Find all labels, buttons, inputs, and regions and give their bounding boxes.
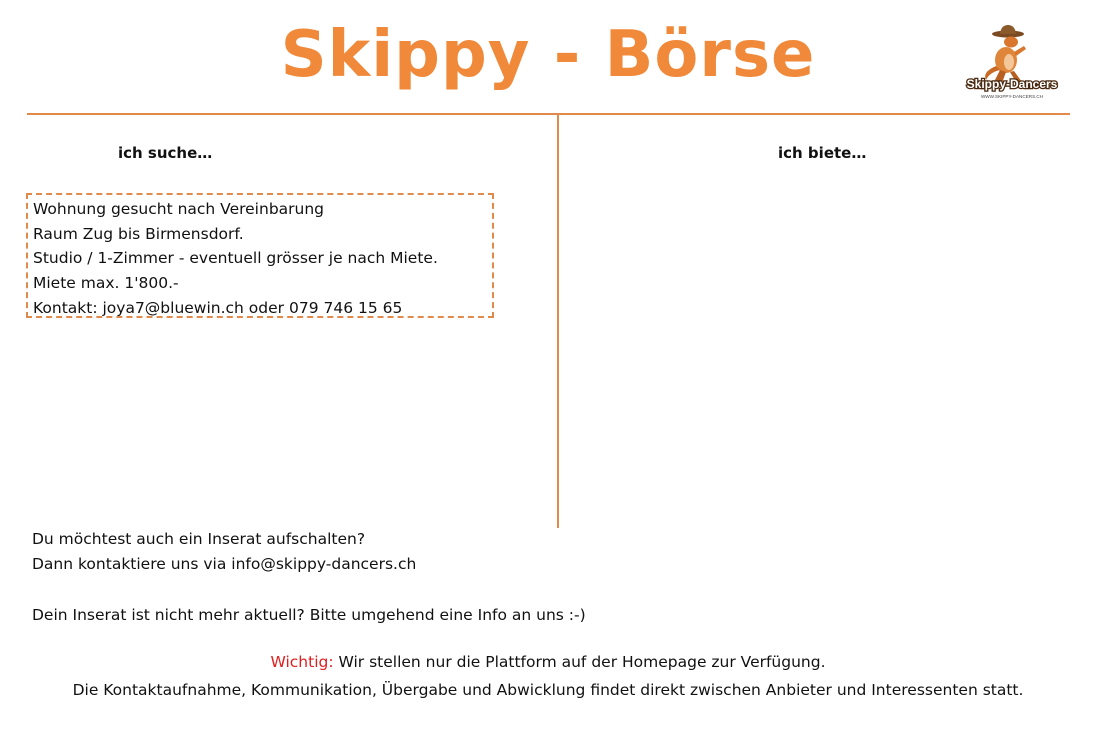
- header-divider: [27, 113, 1070, 115]
- column-divider: [557, 115, 559, 528]
- listing-line: Wohnung gesucht nach Vereinbarung: [33, 200, 325, 218]
- footer-contact: Dann kontaktiere uns via info@skippy-dancers.ch: [32, 555, 417, 573]
- kangaroo-arm: [1014, 46, 1026, 56]
- logo-wordmark: Skippy-Dancers: [966, 77, 1058, 91]
- important-label: Wichtig:: [270, 653, 334, 671]
- important-notice: [0, 653, 1096, 671]
- listing-search-apartment: [26, 193, 494, 318]
- kangaroo-belly: [1004, 54, 1014, 70]
- kangaroo-head: [1004, 37, 1018, 48]
- listing-line: Studio / 1-Zimmer - eventuell grösser je nach Miete.: [33, 249, 438, 268]
- page-title: Skippy - Börse: [280, 18, 816, 92]
- footer-question: Du möchtest auch ein Inserat aufschalten?: [32, 530, 366, 548]
- listing-line: Raum Zug bis Birmensdorf.: [33, 224, 244, 243]
- skippy-dancers-logo: [962, 22, 1062, 104]
- offer-column-heading: ich biete…: [778, 144, 867, 162]
- important-text: Wir stellen nur die Plattform auf der Homepage zur Verfügung.: [333, 653, 826, 671]
- listing-contact-line: Kontakt: joya7@bluewin.ch oder 079 746 15 65: [33, 298, 403, 317]
- footer-outdated-note: Dein Inserat ist nicht mehr aktuell? Bitte umgehend eine Info an uns :-): [32, 606, 586, 624]
- disclaimer: Die Kontaktaufnahme, Kommunikation, Übergabe und Abwicklung findet direkt zwischen Anbieter und Interessenten statt.: [72, 681, 1024, 699]
- logo-url: WWW.SKIPPY-DANCERS.CH: [980, 94, 1044, 99]
- hat-crown: [1000, 25, 1016, 34]
- listing-line: Miete max. 1'800.-: [33, 274, 179, 293]
- search-column-heading: ich suche…: [118, 144, 213, 162]
